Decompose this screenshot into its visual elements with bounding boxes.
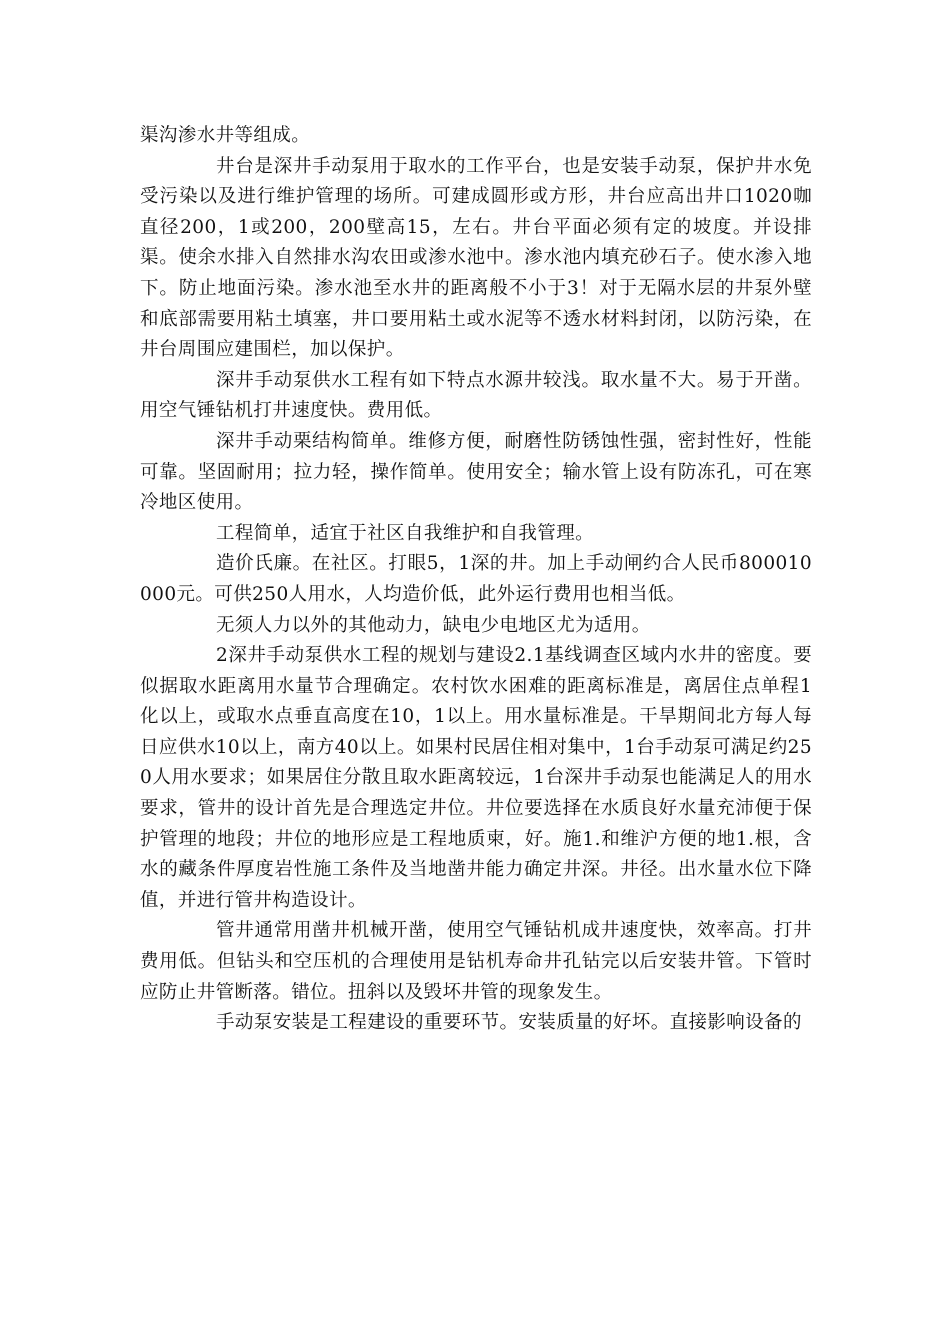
- paragraph: 2深井手动泵供水工程的规划与建设2.1基线调查区域内水井的密度。要似据取水距离用水量节合理确定。农村饮水困难的距离标准是，离居住点单程1化以上，或取水点垂直高度在10，1以上。用水量标准是。干旱期间北方每人每日应供水10以上，南方40以上。如果村民居住相对集中，1台手动泵可满足约250人用水要求；如果居住分散且取水距离较远，1台深井手动泵也能满足人的用水要求，管井的设计首先是合理选定井位。井位要选择在水质良好水量充沛便于保护管理的地段；井位的地形应是工程地质柬，好。施1.和维沪方便的地1.根，含水的藏条件厚度岩性施工条件及当地凿井能力确定井深。井径。出水量水位下降值，并进行管井构造设计。: [140, 645, 812, 911]
- paragraph: 深井手动泵供水工程有如下特点水源井较浅。取水量不大。易于开凿。用空气锤钻机打井速度快。费用低。: [140, 369, 812, 422]
- document-body: [140, 121, 812, 1039]
- paragraph: 渠沟渗水井等组成。: [140, 125, 311, 146]
- paragraph: 井台是深井手动泵用于取水的工作平台，也是安装手动泵，保护井水免受污染以及进行维护管理的场所。可建成圆形或方形，井台应高出井口1020咖直径200，1或200，200壁高15，左右。井台平面必须有定的坡度。并设排渠。使余水排入自然排水沟农田或渗水池中。渗水池内填充砂石子。使水渗入地下。防止地面污染。渗水池至水井的距离般不小于3！对于无隔水层的井泵外壁和底部需要用粘土填塞，井口要用粘土或水泥等不透水材料封闭，以防污染，在井台周围应建围栏，加以保护。: [140, 155, 812, 361]
- paragraph: 手动泵安装是工程建设的重要环节。安装质量的好坏。直接影响设备的: [216, 1012, 802, 1034]
- paragraph: 无须人力以外的其他动力，缺电少电地区尤为适用。: [216, 614, 651, 636]
- paragraph: 管井通常用凿井机械开凿，使用空气锤钻机成井速度快，效率高。打井费用低。但钻头和空压机的合理使用是钻机寿命井孔钻完以后安装井管。下管时应防止井管断落。错位。扭斜以及毁坏井管的现象发生。: [140, 920, 812, 1003]
- paragraph: 深井手动栗结构简单。维修方便，耐磨性防锈蚀性强，密封性好，性能可靠。坚固耐用；拉力轻，操作简单。使用安全；输水管上设有防冻孔，可在寒冷地区使用。: [140, 430, 812, 514]
- paragraph: 造价氏廉。在社区。打眼5，1深的井。加上手动闸约合人民币800010000元。可供250人用水，人均造价低，此外运行费用也相当低。: [140, 553, 812, 605]
- paragraph: 工程简单，适宜于社区自我维护和自我管理。: [216, 522, 595, 544]
